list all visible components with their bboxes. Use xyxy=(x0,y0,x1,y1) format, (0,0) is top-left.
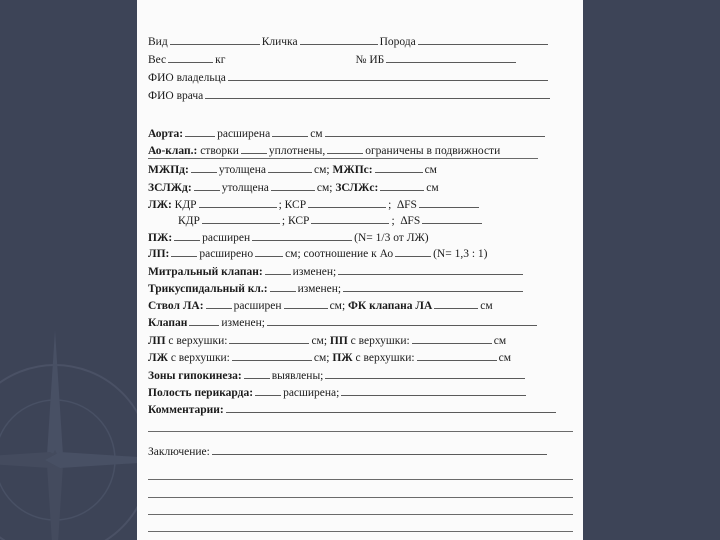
lzh-apex-text: с верхушки: xyxy=(170,352,230,364)
aorta-unit: см xyxy=(310,128,323,140)
mzhps-value-field[interactable] xyxy=(375,171,423,173)
aorta-extra-field[interactable] xyxy=(325,135,545,137)
name-label: Кличка xyxy=(261,36,298,48)
aorta-check-field[interactable] xyxy=(185,135,215,137)
mitral-label: Митральный клапан: xyxy=(148,266,263,278)
mitral-detail-field[interactable] xyxy=(338,273,523,275)
pericardium-text: расширена; xyxy=(283,387,340,399)
tricuspid-label: Трикуспидальный кл.: xyxy=(148,283,268,295)
pzh-value-field[interactable] xyxy=(252,239,352,241)
ao-valve-text3: ограничены в подвижности xyxy=(365,145,501,157)
lp-label: ЛП: xyxy=(148,248,170,260)
pzh-text: расширен xyxy=(202,232,251,244)
conclusion-field[interactable] xyxy=(212,453,547,455)
hypokinesis-check-field[interactable] xyxy=(244,377,270,379)
owner-label: ФИО владельца xyxy=(148,72,226,84)
aorta-label: Аорта: xyxy=(148,128,184,140)
pzh-norm: (N= 1/3 от ЛЖ) xyxy=(354,232,429,244)
lzh2-ksr-field[interactable] xyxy=(311,222,389,224)
conclusion-line-2[interactable] xyxy=(148,479,573,480)
la-trunk-text: расширен xyxy=(233,300,282,312)
doctor-label: ФИО врача xyxy=(148,90,204,102)
zslzhd-unit: см; xyxy=(316,182,333,194)
weight-field[interactable] xyxy=(168,61,213,63)
lzh-apex-unit: см; xyxy=(313,352,330,364)
lzh1-ksr-label: ; КСР xyxy=(278,199,307,211)
mitral-row xyxy=(148,264,578,280)
tricuspid-check-field[interactable] xyxy=(270,290,296,292)
pp-apex-unit: см xyxy=(493,335,507,347)
la-valve-detail-field[interactable] xyxy=(267,324,537,326)
lp-row xyxy=(148,246,578,262)
zslzhd-row xyxy=(148,180,578,196)
species-label: Вид xyxy=(148,36,168,48)
lzh1-dfs-field[interactable] xyxy=(419,206,479,208)
ao-valve-row xyxy=(148,143,578,159)
comments-line-2[interactable] xyxy=(148,431,573,432)
lzh1-dfs-label: ; ∆FS xyxy=(388,199,417,211)
mzhpd-check-field[interactable] xyxy=(191,171,217,173)
ao-valve-field1[interactable] xyxy=(241,152,267,154)
pa-valve-ring-unit: см xyxy=(480,300,493,312)
history-number-label: № ИБ xyxy=(355,54,385,66)
la-valve-label: Клапан xyxy=(148,317,188,329)
la-trunk-row xyxy=(148,298,578,314)
zslzhs-unit: см xyxy=(426,182,439,194)
mzhpd-label: МЖПд: xyxy=(148,164,189,176)
la-trunk-check-field[interactable] xyxy=(206,307,232,309)
lzh2-dfs-field[interactable] xyxy=(422,222,482,224)
name-field[interactable] xyxy=(300,43,378,45)
zslzhd-check-field[interactable] xyxy=(194,189,220,191)
conclusion-line-3[interactable] xyxy=(148,497,573,498)
lzh2-kdr-label: КДР xyxy=(178,215,200,227)
pa-valve-ring-label: ФК клапана ЛА xyxy=(348,300,433,312)
lzh-apex-field[interactable] xyxy=(232,359,312,361)
conclusion-line-5[interactable] xyxy=(148,531,573,532)
doctor-field[interactable] xyxy=(205,97,550,99)
la-trunk-unit: см; xyxy=(329,300,346,312)
ao-valve-extra-line[interactable] xyxy=(148,158,538,159)
zslzhs-value-field[interactable] xyxy=(380,189,424,191)
zslzhd-label: ЗСЛЖд: xyxy=(148,182,192,194)
la-valve-check-field[interactable] xyxy=(189,324,219,326)
zslzhd-text: утолщена xyxy=(221,182,269,194)
echocardiography-form-sheet xyxy=(137,0,583,540)
species-row xyxy=(148,34,578,50)
lp-apex-label: ЛП xyxy=(148,335,166,347)
pericardium-row xyxy=(148,385,578,401)
la-trunk-label: Ствол ЛА: xyxy=(148,300,204,312)
hypokinesis-row xyxy=(148,368,578,384)
aorta-size-field[interactable] xyxy=(272,135,308,137)
mitral-text: изменен; xyxy=(292,266,337,278)
lp-apex-field[interactable] xyxy=(229,342,309,344)
pzh-check-field[interactable] xyxy=(174,239,200,241)
mzhps-unit: см xyxy=(424,164,437,176)
pzh-apex-unit: см xyxy=(498,352,511,364)
pericardium-check-field[interactable] xyxy=(255,394,281,396)
ao-valve-label: Ао-клап.: xyxy=(148,145,198,157)
pp-apex-label: ПП xyxy=(329,335,348,347)
tricuspid-text: изменен; xyxy=(297,283,342,295)
lzh1-kdr-label: КДР xyxy=(174,199,197,211)
ao-valve-text2: уплотнены, xyxy=(268,145,326,157)
history-number-field[interactable] xyxy=(386,61,516,63)
tricuspid-detail-field[interactable] xyxy=(343,290,523,292)
conclusion-line-4[interactable] xyxy=(148,514,573,515)
lzh1-ksr-field[interactable] xyxy=(308,206,386,208)
pzh-apex-field[interactable] xyxy=(417,359,497,361)
weight-unit: кг xyxy=(215,54,226,66)
hypokinesis-label: Зоны гипокинеза: xyxy=(148,370,242,382)
lzh2-ksr-label: ; КСР xyxy=(281,215,310,227)
mzhpd-unit: см; xyxy=(314,164,330,176)
lp-value-field[interactable] xyxy=(255,255,283,257)
pzh-label: ПЖ: xyxy=(148,232,173,244)
hypokinesis-text: выявлены; xyxy=(271,370,324,382)
lzh2-dfs-label: ; ∆FS xyxy=(391,215,421,227)
pzh-apex-label: ПЖ xyxy=(332,352,353,364)
lp-norm: (N= 1,3 : 1) xyxy=(433,248,488,260)
lzh-apex-row xyxy=(148,350,578,366)
mzhpd-text: утолщена xyxy=(218,164,267,176)
conclusion-label: Заключение: xyxy=(148,446,210,458)
pa-valve-ring-field[interactable] xyxy=(434,307,478,309)
comments-row xyxy=(148,402,578,418)
aorta-text: расширена xyxy=(217,128,271,140)
comments-field[interactable] xyxy=(226,411,556,413)
species-field[interactable] xyxy=(170,43,260,45)
weight-label: Вес xyxy=(148,54,167,66)
mitral-check-field[interactable] xyxy=(265,273,291,275)
zslzhs-label: ЗСЛЖс: xyxy=(335,182,379,194)
lp-apex-text: с верхушки: xyxy=(168,335,228,347)
lp-apex-row xyxy=(148,333,578,349)
owner-field[interactable] xyxy=(228,79,548,81)
conclusion-row xyxy=(148,444,578,460)
pzh-apex-text: с верхушки: xyxy=(355,352,415,364)
aorta-row xyxy=(148,126,578,142)
lp-text2: см; соотношение к Ао xyxy=(285,248,394,260)
owner-row xyxy=(148,70,578,86)
weight-row xyxy=(148,52,578,68)
ao-valve-text1: створки xyxy=(200,145,239,157)
pp-apex-field[interactable] xyxy=(412,342,492,344)
lzh1-kdr-field[interactable] xyxy=(199,206,277,208)
breed-label: Порода xyxy=(379,36,416,48)
la-valve-row xyxy=(148,315,578,331)
zslzhd-value-field[interactable] xyxy=(271,189,315,191)
hypokinesis-detail-field[interactable] xyxy=(325,377,525,379)
pzh-row xyxy=(148,230,578,246)
lzh-row-1 xyxy=(148,197,578,213)
lp-check-field[interactable] xyxy=(171,255,197,257)
lzh-apex-label: ЛЖ xyxy=(148,352,168,364)
mzhpd-value-field[interactable] xyxy=(268,171,312,173)
mzhps-label: МЖПс: xyxy=(332,164,373,176)
tricuspid-row xyxy=(148,281,578,297)
pericardium-detail-field[interactable] xyxy=(341,394,526,396)
la-valve-text: изменен; xyxy=(221,317,265,329)
breed-field[interactable] xyxy=(418,43,548,45)
lp-text1: расширено xyxy=(199,248,254,260)
doctor-row xyxy=(148,88,578,104)
ao-valve-field2[interactable] xyxy=(327,152,363,154)
lzh-label: ЛЖ: xyxy=(148,199,172,211)
lzh-row-2 xyxy=(148,213,578,229)
mzhpd-row xyxy=(148,162,578,178)
pp-apex-text: с верхушки: xyxy=(350,335,410,347)
lp-apex-unit: см; xyxy=(311,335,328,347)
lzh2-kdr-field[interactable] xyxy=(202,222,280,224)
comments-label: Комментарии: xyxy=(148,404,224,416)
lp-ratio-field[interactable] xyxy=(395,255,431,257)
la-trunk-value-field[interactable] xyxy=(284,307,328,309)
pericardium-label: Полость перикарда: xyxy=(148,387,254,399)
